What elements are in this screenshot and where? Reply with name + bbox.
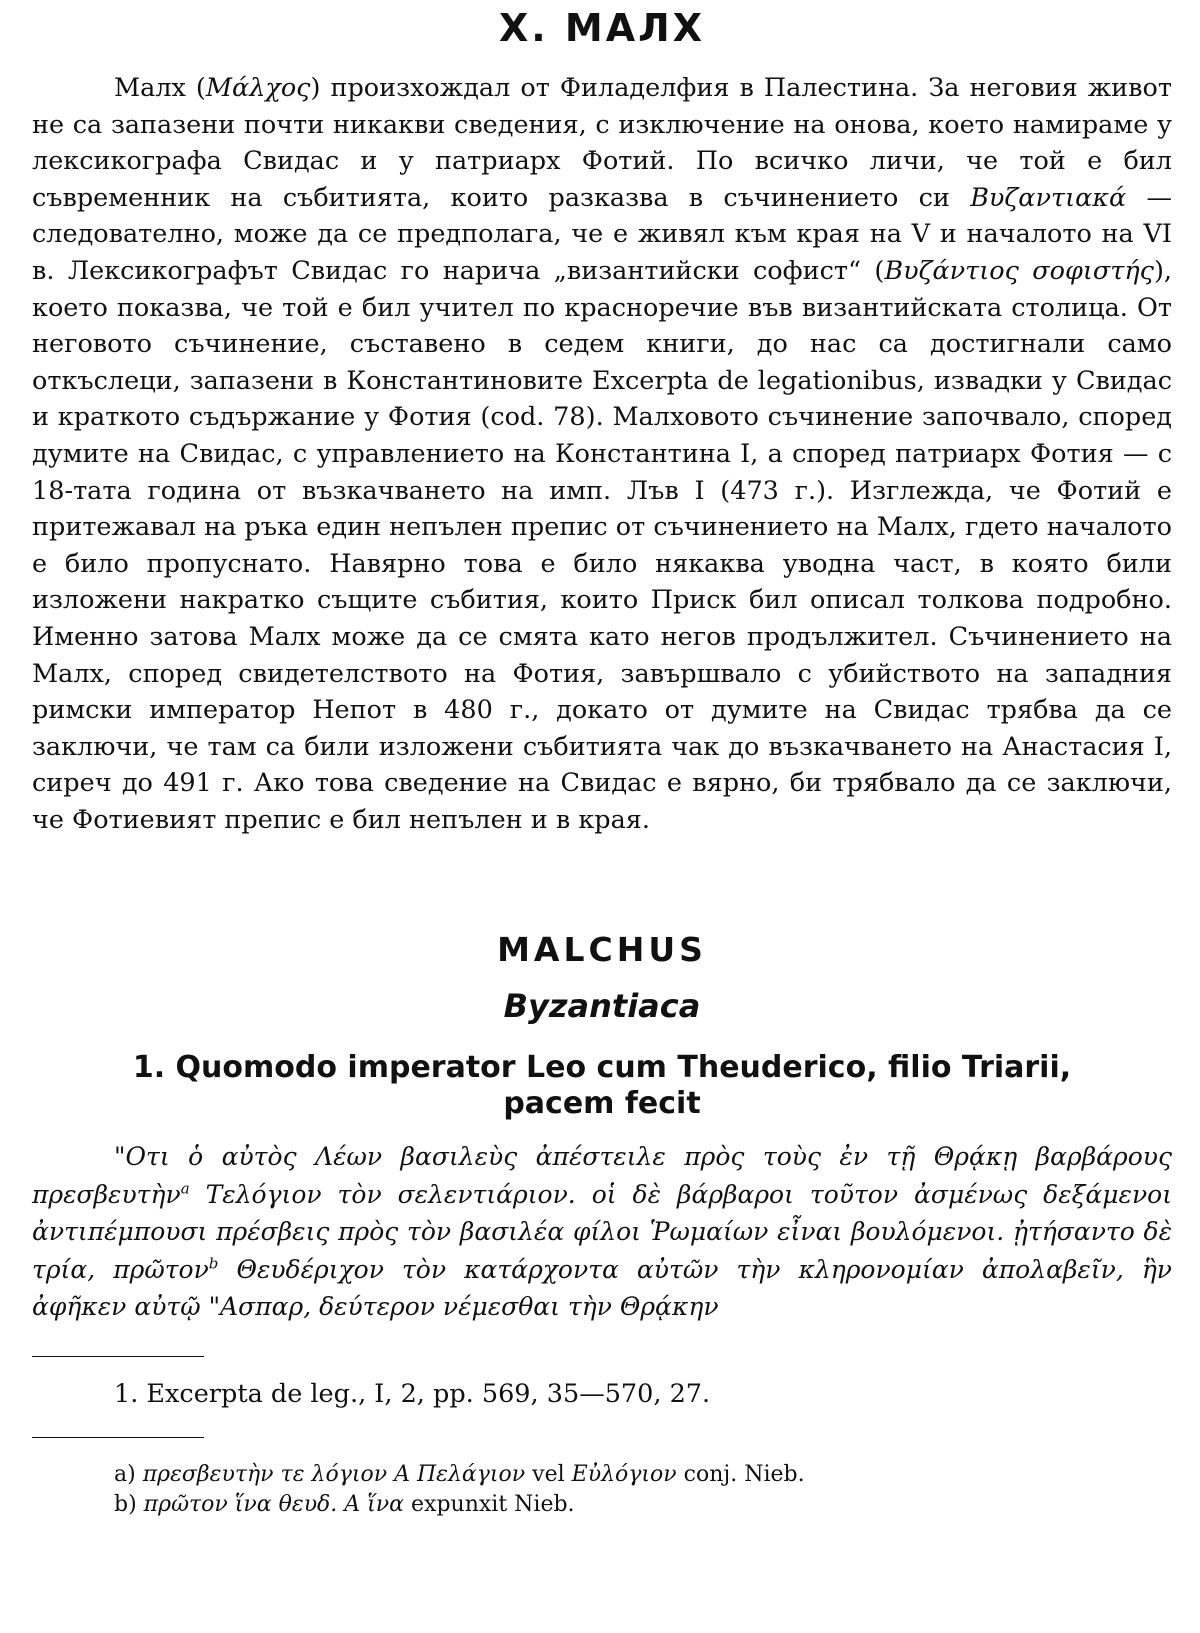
book-page xyxy=(32,0,1172,1633)
source-note: 1. Excerpta de leg., I, 2, pp. 569, 35—570, 27. xyxy=(114,1378,711,1409)
greek-sophist-term: Βυζάντιος σοφιστής xyxy=(884,255,1154,286)
biography-paragraph xyxy=(32,70,1172,838)
footnote-label: a) xyxy=(114,1461,136,1487)
greek-fragment-text xyxy=(32,1138,1172,1326)
footnote-text: expunxit Nieb. xyxy=(411,1491,575,1517)
footnote-greek: πρεσβευτὴν τε λόγιον Α Πελάγιον xyxy=(142,1461,526,1487)
fragment-heading-line: 1. Quomodo imperator Leo cum Theuderico, filio Triarii, xyxy=(132,1050,1072,1086)
greek-text-part: "Οτι ὁ αὐτὸς Λέων βασιλεὺς ἀπέστειλε πρὸς τοὺς ἐν τῇ Θρᾴκῃ βαρβάρους πρεσβευτὴν xyxy=(32,1142,1172,1209)
footnote-marker-a: a xyxy=(180,1179,190,1198)
bio-text-part: Малх ( xyxy=(114,73,206,103)
fragment-heading xyxy=(32,1050,1172,1122)
footnote-b xyxy=(114,1490,1172,1520)
bio-text-part: ), което показва, че той е бил учител по красноречие във византийската столица. От неговото съчинение, съставено в седем книги, до нас са достигнали само откъслеци, запазени в Константиновите Excerpta de legationibus, извадки у Свидас и краткото съдържание у Фотия (cod. 78). Малховото съчинение започвало, според думите на Свидас, с управлението на Константина I, а според патриарх Фотия — с 18-тата година от възкачването на имп. Лъв I (473 г.). Изглежда, че Фотий е притежавал на ръка един непълен препис от съчинението на Малх, гдето началото е било пропуснато. Навярно това е било някаква уводна част, в която били изложени накратко същите събития, които Приск бил описал толкова подробно. Именно затова Малх може да се смята като негов продължител. Съчинението на Малх, според свидетелството на Фотия, завършвало с убийството на западния римски император Непот в 480 г., докато от думите на Свидас трябва да се заключи, че там са били изложени събитията чак до възкачването на Анастасия I, сиреч до 491 г. Ако това сведение на Свидас е вярно, би трябвало да се заключи, че Фотиевият препис е бил непълен и в края. xyxy=(32,255,1172,835)
greek-work-title: Βυζαντιακά xyxy=(970,182,1127,213)
greek-text-part: Τελόγιον τὸν σελεντιάριον. οἱ δὲ βάρβαροι τοῦτον ἀσμένως δεξάμενοι ἀντιπέμπουσι πρέσβεις πρὸς τὸν βασιλέα φίλοι Ῥωμαίων εἶναι βουλόμενοι. ᾐτήσαντο δὲ τρία, πρῶτον xyxy=(32,1179,1172,1284)
footnote-divider xyxy=(32,1437,204,1438)
footnote-label: b) xyxy=(114,1491,137,1517)
greek-name: Μάλχος xyxy=(205,73,311,103)
footnote-divider xyxy=(32,1356,204,1357)
bio-text-part: — следователно, може да се предполага, че е живял към края на V и началото на VI в. Лексикографът Свидас го нарича „византийски софист“ ( xyxy=(32,182,1172,286)
footnote-greek: πρῶτον ἵνα θευδ. Α ἵνα xyxy=(143,1491,405,1517)
footnotes xyxy=(114,1460,1172,1520)
greek-text-part: Θευδέριχον τὸν κατάρχοντα αὐτῶν τὴν κληρονομίαν ἀπολαβεῖν, ἣν ἀφῆκεν αὐτῷ "Ασπαρ, δεύτερον νέμεσθαι τὴν Θρᾴκην xyxy=(32,1254,1172,1322)
footnote-marker-b: b xyxy=(208,1254,219,1273)
author-title: MALCHUS xyxy=(497,930,707,970)
work-subtitle: Byzantiaca xyxy=(503,987,701,1026)
fragment-heading-line: pacem fecit xyxy=(503,1086,701,1122)
bio-text-part: ) произхождал от Филаделфия в Палестина. За неговия живот не са запазени почти никакви сведения, с изключение на онова, което намираме у лексикографа Свидас и у патриарх Фотий. По всичко личи, че той е бил съвременник на събитията, които разказва в съчинението си xyxy=(32,73,1172,213)
footnote-text: conj. Nieb. xyxy=(683,1461,805,1487)
chapter-title: Х. МАЛХ xyxy=(498,6,706,50)
footnote-text: vel xyxy=(532,1461,565,1487)
footnote-a xyxy=(114,1460,1172,1490)
footnote-greek: Εὐλόγιον xyxy=(571,1461,677,1487)
